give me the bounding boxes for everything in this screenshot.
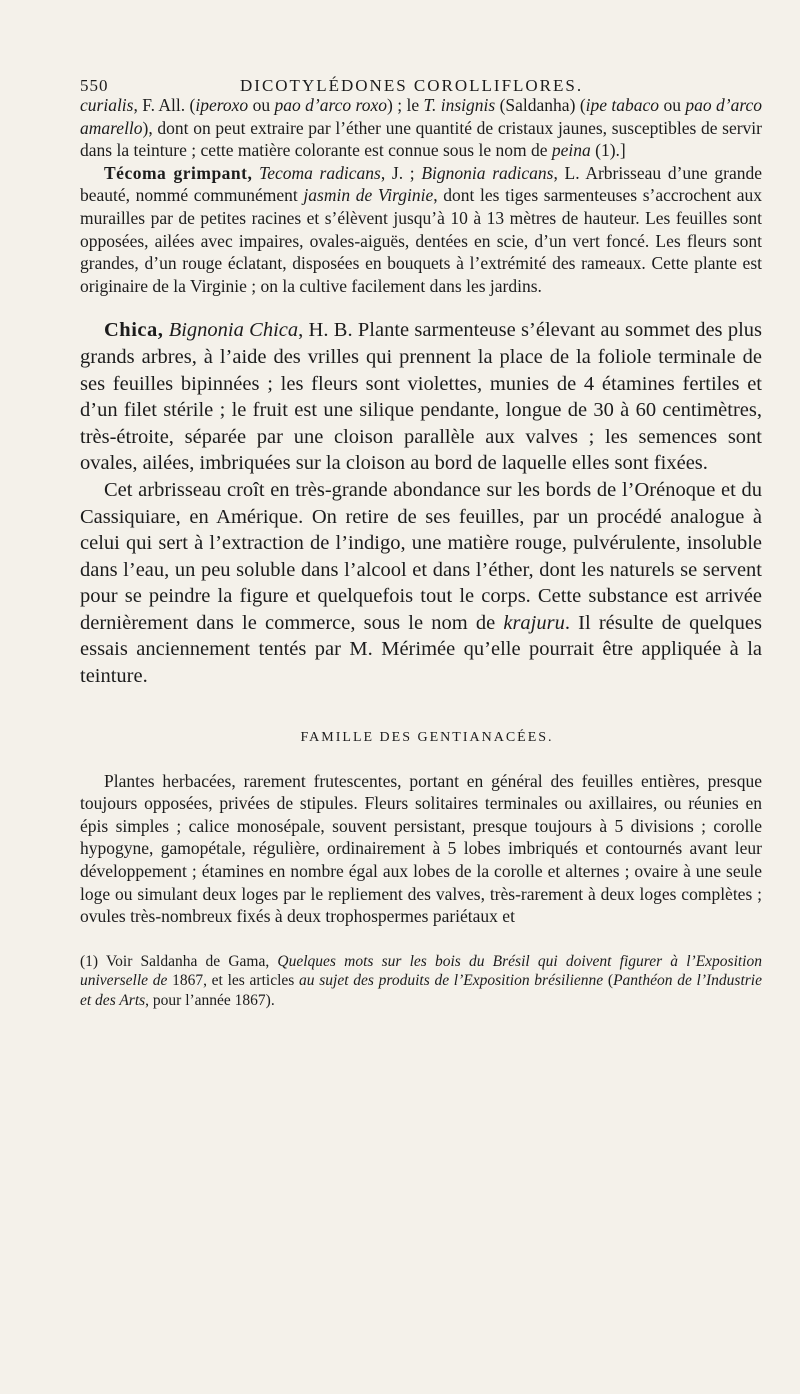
paragraph-gentianacees: Plantes herbacées, rarement frutescentes, portant en général des feuilles entières, presque toujours opposées, privées de stipules. Fleurs solitaires terminales ou axillaires, ou réunies en épis simples ; calice monosépale, souvent persistant, presque toujours à 5 divisions ; corolle hypogyne, gamopétale, régulière, ordinairement à 5 lobes imbriqués et contournés avant leur développement ; étamines en nombre égal aux lobes de la corolle et alternes ; ovaire à une seule loge ou simulant deux loges par le repliement des valves, très-rarement à deux loges complètes ; ovules très-nombreux fixés à deux trophospermes pariétaux et	[80, 770, 762, 927]
running-head: DICOTYLÉDONES COROLLIFLORES.	[240, 76, 584, 95]
spacer	[80, 297, 762, 317]
section-title: FAMILLE DES GENTIANACÉES.	[300, 729, 554, 745]
paragraph-tecoma-grimpant: Técoma grimpant, Tecoma radicans, J. ; Bignonia radicans, L. Arbrisseau d’une grande beauté, nommé communément jasmin de Virginie, dont les tiges sarmenteuses s’accrochent aux murailles par de petites racines et s’élèvent jusqu’à 10 à 13 mètres de hauteur. Les feuilles sont opposées, ailées avec impaires, ovales-aiguës, dentées en scie, d’un vert foncé. Les fleurs sont grandes, d’un rouge éclatant, disposées en bouquets à l’extrémité des rameaux. Cette plante est originaire de la Virginie ; on la cultive facilement dans les jardins.	[80, 162, 763, 296]
genus-heading: Técoma grimpant,	[104, 162, 253, 183]
paragraph-chica: Chica, Bignonia Chica, H. B. Plante sarmenteuse s’élevant au sommet des plus grands arbres, à l’aide des vrilles qui prennent la place de la foliole terminale de ses feuilles bipinnées ; les fleurs sont violettes, munies de 4 étamines fertiles et d’un filet stérile ; le fruit est une silique pendante, longue de 30 à 60 centimètres, très-étroite, séparée par une cloison parallèle aux valves ; les semences sont ovales, ailées, imbriquées sur la cloison au bord de laquelle elles sont fixées.	[80, 319, 763, 475]
page-number: 550	[80, 76, 109, 95]
paragraph-tecoma-curialis: curialis, F. All. (iperoxo ou pao d’arco roxo) ; le T. insignis (Saldanha) (ipe tabaco ou pao d’arco amarello), dont on peut extraire par l’éther une quantité de cristaux jaunes, susceptibles de servir dans la teinture ; cette matière colorante est connue sous le nom de peina (1).]	[80, 95, 763, 161]
paragraph-chica-usage: Cet arbrisseau croît en très-grande abondance sur les bords de l’Orénoque et du Cassiquiare, en Amérique. On retire de ses feuilles, par un procédé analogue à celui qui sert à l’extraction de l’indigo, une matière rouge, pulvérulente, insoluble dans l’eau, un peu soluble dans l’alcool et dans l’éther, dont les naturels se servent pour se peindre la figure et quelquefois tout le corps. Cette substance est arrivée dernièrement dans le commerce, sous le nom de krajuru. Il résulte de quelques essais anciennement tentés par M. Mérimée qu’elle pourrait être appliquée à la teinture.	[80, 478, 763, 688]
body-text	[80, 94, 762, 1010]
page-header	[80, 58, 762, 95]
genus-heading: Chica,	[104, 319, 164, 342]
footnote: (1) Voir Saldanha de Gama, Quelques mots sur les bois du Brésil qui doivent figurer à l’Exposition universelle de 1867, et les articles au sujet des produits de l’Exposition brésilienne (Panthéon de l’Industrie et des Arts, pour l’année 1867).	[80, 952, 762, 1009]
